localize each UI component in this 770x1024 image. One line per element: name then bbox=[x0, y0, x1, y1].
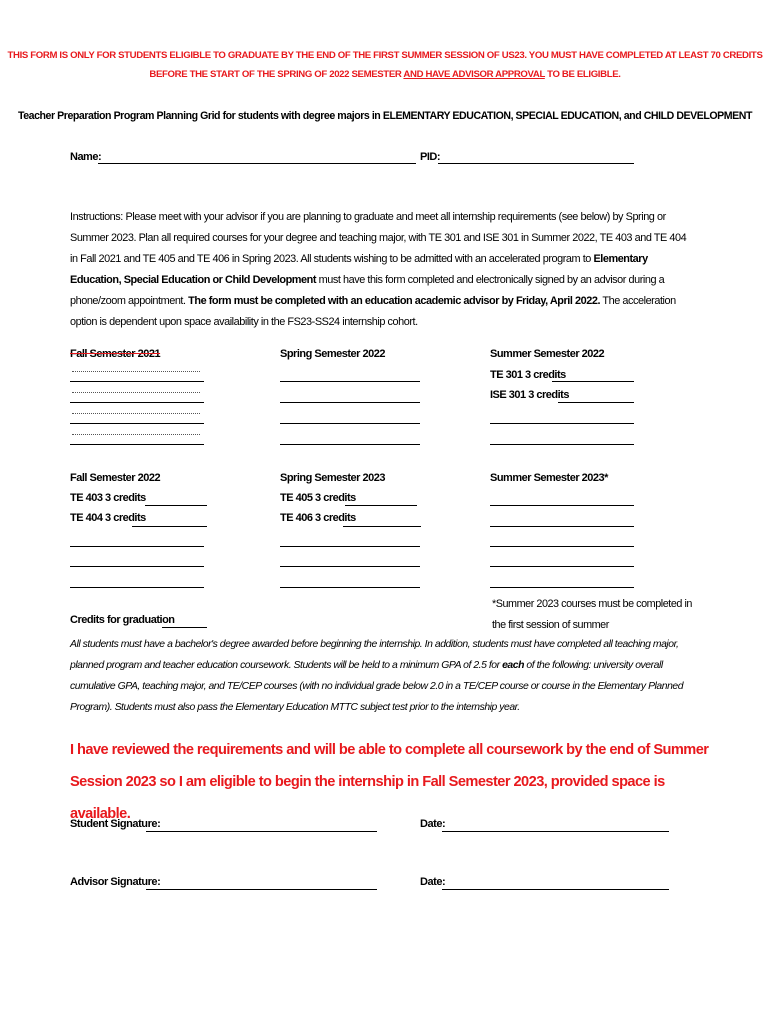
notice-text-a: BEFORE THE START OF THE SPRING OF 2022 SEMESTER bbox=[149, 69, 404, 80]
requirements-text: All students must have a bachelor's degree awarded before beginning the internship. In addition, students must have completed all teaching major, planned program and teacher education coursework. Students will be held to a minimum GPA of 2.5 for bbox=[70, 639, 679, 671]
requirements-each: each bbox=[502, 660, 524, 671]
summer-footnote-line2: the first session of summer bbox=[492, 619, 609, 631]
summer-footnote-line1: *Summer 2023 courses must be completed in bbox=[492, 598, 692, 610]
credits-for-graduation-label: Credits for graduation bbox=[70, 614, 175, 626]
fall-2021-blank-dotted bbox=[72, 371, 200, 372]
te403-field[interactable] bbox=[145, 505, 207, 506]
spring-2023-header: Spring Semester 2023 bbox=[280, 472, 385, 484]
pid-field[interactable] bbox=[438, 163, 634, 164]
te403-label: TE 403 3 credits bbox=[70, 492, 146, 504]
te404-label: TE 404 3 credits bbox=[70, 512, 146, 524]
spring-2022-course-2[interactable] bbox=[280, 402, 420, 403]
advisor-signature-label: Advisor Signature: bbox=[70, 876, 161, 888]
fall-2021-course-3[interactable] bbox=[70, 423, 204, 424]
eligibility-notice-line2 bbox=[0, 69, 770, 80]
requirements-text-2: of the following: university overall cumulative GPA, teaching major, and TE/CEP courses (with no individual grade below 2.0 in a TE/CEP course or course in the Elementary Planned Program). Students must also pass the Elementary Education MTTC subject test prior to the internship year. bbox=[70, 660, 684, 713]
fall-2021-blank-dotted bbox=[72, 413, 200, 414]
summer-2022-header: Summer Semester 2022 bbox=[490, 348, 605, 360]
fall-2022-course-4[interactable] bbox=[70, 566, 204, 567]
notice-text-advisor-approval: AND HAVE ADVISOR APPROVAL bbox=[403, 69, 545, 80]
advisor-date-label: Date: bbox=[420, 876, 446, 888]
summer-2023-course-5[interactable] bbox=[490, 587, 634, 588]
te406-field[interactable] bbox=[343, 526, 421, 527]
instructions-text: Instructions: Please meet with your advisor if you are planning to graduate and meet all internship requirements (see below) by Spring or Summer 2023. Plan all required courses for your degree and teaching major, with TE 301 and ISE 301 in Summer 2022, TE 403 and TE 404 in Fall 2021 and TE 405 and TE 406 in Spring 2023. All students wishing to be admitted with an accelerated program to bbox=[70, 211, 687, 265]
summer-2022-course-3[interactable] bbox=[490, 423, 634, 424]
summer-2023-course-3[interactable] bbox=[490, 546, 634, 547]
summer-2023-course-4[interactable] bbox=[490, 566, 634, 567]
student-signature-field[interactable] bbox=[146, 831, 377, 832]
fall-2021-course-1[interactable] bbox=[70, 381, 204, 382]
instructions-text-2: must have this form completed and electronically signed by an advisor during a phone/zoom appointment. bbox=[70, 274, 665, 307]
te406-label: TE 406 3 credits bbox=[280, 512, 356, 524]
summer-2022-course-4[interactable] bbox=[490, 444, 634, 445]
te301-field[interactable] bbox=[552, 381, 634, 382]
instructions-paragraph bbox=[70, 207, 695, 333]
summer-2023-header: Summer Semester 2023* bbox=[490, 472, 608, 484]
te301-label: TE 301 3 credits bbox=[490, 369, 566, 381]
te404-field[interactable] bbox=[132, 526, 207, 527]
fall-2022-course-5[interactable] bbox=[70, 587, 204, 588]
attestation-statement: I have reviewed the requirements and will be able to complete all coursework by the end of Summer Session 2023 so I am eligible to begin the internship in Fall Semester 2023, provided space is available. bbox=[70, 742, 709, 822]
student-signature-label: Student Signature: bbox=[70, 818, 161, 830]
instructions-deadline: The form must be completed with an education academic advisor by Friday, April 2022. bbox=[188, 295, 601, 307]
ise301-field[interactable] bbox=[558, 402, 634, 403]
spring-2022-header: Spring Semester 2022 bbox=[280, 348, 385, 360]
student-date-label: Date: bbox=[420, 818, 446, 830]
fall-2021-course-2[interactable] bbox=[70, 402, 204, 403]
fall-2022-header: Fall Semester 2022 bbox=[70, 472, 161, 484]
spring-2023-course-3[interactable] bbox=[280, 546, 420, 547]
notice-text-c: TO BE ELIGIBLE. bbox=[544, 69, 621, 80]
spring-2023-course-4[interactable] bbox=[280, 566, 420, 567]
name-field[interactable] bbox=[98, 163, 416, 164]
fall-2021-blank-dotted bbox=[72, 392, 200, 393]
te405-field[interactable] bbox=[345, 505, 417, 506]
instructions-programs: Elementary Education, Special Education or Child Development bbox=[70, 253, 648, 286]
te405-label: TE 405 3 credits bbox=[280, 492, 356, 504]
instructions-text-3: The acceleration option is dependent upon space availability in the FS23-SS24 internship cohort. bbox=[70, 295, 676, 328]
requirements-paragraph bbox=[70, 634, 700, 718]
form-title: Teacher Preparation Program Planning Grid for students with degree majors in ELEMENTARY EDUCATION, SPECIAL EDUCATION, and CHILD DEVELOPMENT bbox=[17, 110, 753, 122]
summer-2023-course-2[interactable] bbox=[490, 526, 634, 527]
name-label: Name: bbox=[70, 151, 102, 163]
spring-2023-course-5[interactable] bbox=[280, 587, 420, 588]
spring-2022-course-4[interactable] bbox=[280, 444, 420, 445]
ise301-label: ISE 301 3 credits bbox=[490, 389, 569, 401]
eligibility-notice-line1: THIS FORM IS ONLY FOR STUDENTS ELIGIBLE TO GRADUATE BY THE END OF THE FIRST SUMMER SESSION OF US23. YOU MUST HAVE COMPLETED AT LEAST 70 CREDITS bbox=[7, 50, 763, 61]
fall-2021-course-4[interactable] bbox=[70, 444, 204, 445]
summer-2023-course-1[interactable] bbox=[490, 505, 634, 506]
fall-2022-course-3[interactable] bbox=[70, 546, 204, 547]
credits-for-graduation-field[interactable] bbox=[162, 627, 207, 628]
advisor-date-field[interactable] bbox=[442, 889, 669, 890]
advisor-signature-field[interactable] bbox=[146, 889, 377, 890]
fall-2021-blank-dotted bbox=[72, 434, 200, 435]
student-date-field[interactable] bbox=[442, 831, 669, 832]
fall-2021-header: Fall Semester 2021 bbox=[70, 348, 161, 360]
spring-2022-course-1[interactable] bbox=[280, 381, 420, 382]
spring-2022-course-3[interactable] bbox=[280, 423, 420, 424]
pid-label: PID: bbox=[420, 151, 440, 163]
